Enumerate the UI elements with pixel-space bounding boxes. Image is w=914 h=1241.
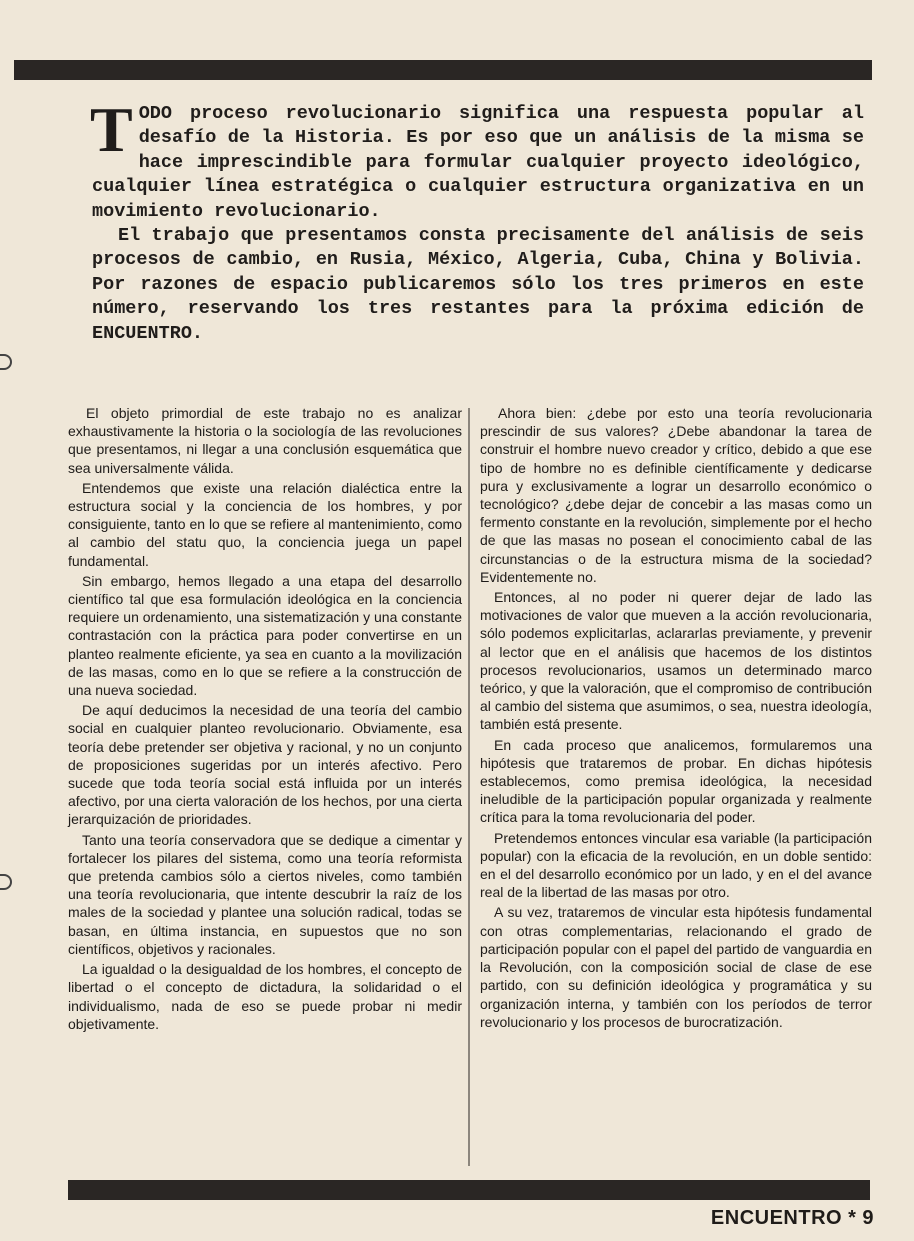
intro-paragraph-2: El trabajo que presentamos consta precisamente del análisis de seis procesos de cambio, en Rusia, México, Algeria, Cuba, China y Bolivia. Por razones de espacio publicaremos sólo los tres primeros en este número, reservando los tres restantes para la próxima edición de ENCUENTRO.: [92, 225, 864, 344]
left-paragraph-6: La igualdad o la desigualdad de los hombres, el concepto de libertad o el concepto de dictadura, la solidaridad o el individualismo, nada de eso se puede probar ni medir objetivamente.: [68, 961, 462, 1032]
top-rule: [14, 60, 872, 80]
left-column: [68, 404, 462, 1035]
binding-hole: [0, 874, 12, 890]
binding-hole: [0, 354, 12, 370]
drop-cap: T: [90, 94, 133, 165]
right-paragraph-2: Entonces, al no poder ni querer dejar de lado las motivaciones de valor que mueven a la acción revolucionaria, sólo podemos explicitarlas, aclararlas previamente, y prevenir al lector que en el análisis que hacemos de los distintos procesos revolucionarios, usamos un determinado marco teórico, y que la valoración, que el compromiso de contribución al cambio del sistema que asumimos, o sea, nuestra ideología, también está presente.: [480, 589, 872, 733]
right-paragraph-4: Pretendemos entonces vincular esa variable (la participación popular) con la eficacia de la revolución, en un doble sentido: en el del desarrollo económico por un lado, y en el del avance real de la libertad de las masas por otro.: [480, 829, 872, 901]
left-paragraph-1: El objeto primordial de este trabajo no es analizar exhaustivamente la historia o la sociología de las revoluciones que presentamos, ni llegar a una conclusión esquemática que sea universalmente válida.: [68, 405, 462, 476]
left-paragraph-2: Entendemos que existe una relación dialéctica entre la estructura social y la conciencia de los hombres, y por consiguiente, tanto en lo que se refiere al mantenimiento, como al cambio del statu quo, la conciencia juega un papel fundamental.: [68, 479, 462, 569]
page-footer: [711, 1207, 874, 1230]
right-paragraph-5: A su vez, trataremos de vincular esta hipótesis fundamental con otras complementarias, relacionando el grado de participación popular con el papel del partido de vanguardia en la Revolución, con la composición social de clase de ese partido, con su definición ideológica y programática y su organización interna, y también con los períodos de terror revolucionario y los procesos de burocratización.: [480, 904, 872, 1030]
right-column: [480, 404, 872, 1033]
right-paragraph-3: En cada proceso que analicemos, formularemos una hipótesis que trataremos de probar. En dichas hipótesis establecemos, como premisa ideológica, la necesidad ineludible de la participación popular organizada y realmente crítica para la toma revolucionaria del poder.: [480, 736, 872, 826]
intro-block: [90, 94, 864, 346]
left-paragraph-3: Sin embargo, hemos llegado a una etapa del desarrollo científico tal que esa formulación ideológica en la conciencia requiere un ordenamiento, una sistematización y una constante contrastación con la práctica para poder convertirse en un planteo realmente eficiente, ya sea en cuanto a la movilización de las masas, como en lo que se refiere a la construcción de una nueva sociedad.: [68, 572, 462, 699]
column-divider: [468, 408, 470, 1166]
left-paragraph-4: De aquí deducimos la necesidad de una teoría del cambio social en cualquier planteo revolucionario. Obviamente, esa teoría debe pretender ser objetiva y racional, y no un conjunto de proposiciones sugeridas por un interés afectivo. Pero sucede que toda teoría social está influida por un interés afectivo, por una cierta valoración de los hechos, por una cierta jerarquización de prioridades.: [68, 702, 462, 828]
bottom-rule: [68, 1180, 870, 1200]
star-icon: *: [848, 1207, 857, 1229]
magazine-name: ENCUENTRO: [710, 1207, 843, 1229]
page-number: 9: [862, 1207, 874, 1229]
intro-paragraph-1: [90, 94, 864, 224]
right-paragraph-1: Ahora bien: ¿debe por esto una teoría revolucionaria prescindir de sus valores? ¿Debe abandonar la tarea de construir el hombre nuevo creador y crítico, debido a que ese tipo de hombre no es definible científicamente y dedicarse pura y exclusivamente a lograr un desarrollo económico o tecnológico? ¿debe dejar de concebir a las masas como un fermento constante en la revolución, simplemente por el hecho de que las masas no posean el conocimiento cabal de las circunstancias o de la estructura misma de la sociedad? Evidentemente no.: [480, 405, 872, 585]
left-paragraph-5: Tanto una teoría conservadora que se dedique a cimentar y fortalecer los pilares del sistema, como una teoría reformista que pretenda cambios sólo a ciertos niveles, como también una teoría revolucionaria, que intente descubrir la raíz de los males de la sociedad y plantee una solución radical, todas se basan, en última instancia, en supuestos que no son científicos, objetivos y racionales.: [68, 831, 462, 957]
intro-text-1: ODO proceso revolucionario significa una respuesta popular al desafío de la Historia. Es por eso que un análisis de la misma se hace imprescindible para formular cualquier proyecto ideológico, cualquier línea estratégica o cualquier estructura organizativa en un movimiento revolucionario.: [92, 103, 864, 222]
